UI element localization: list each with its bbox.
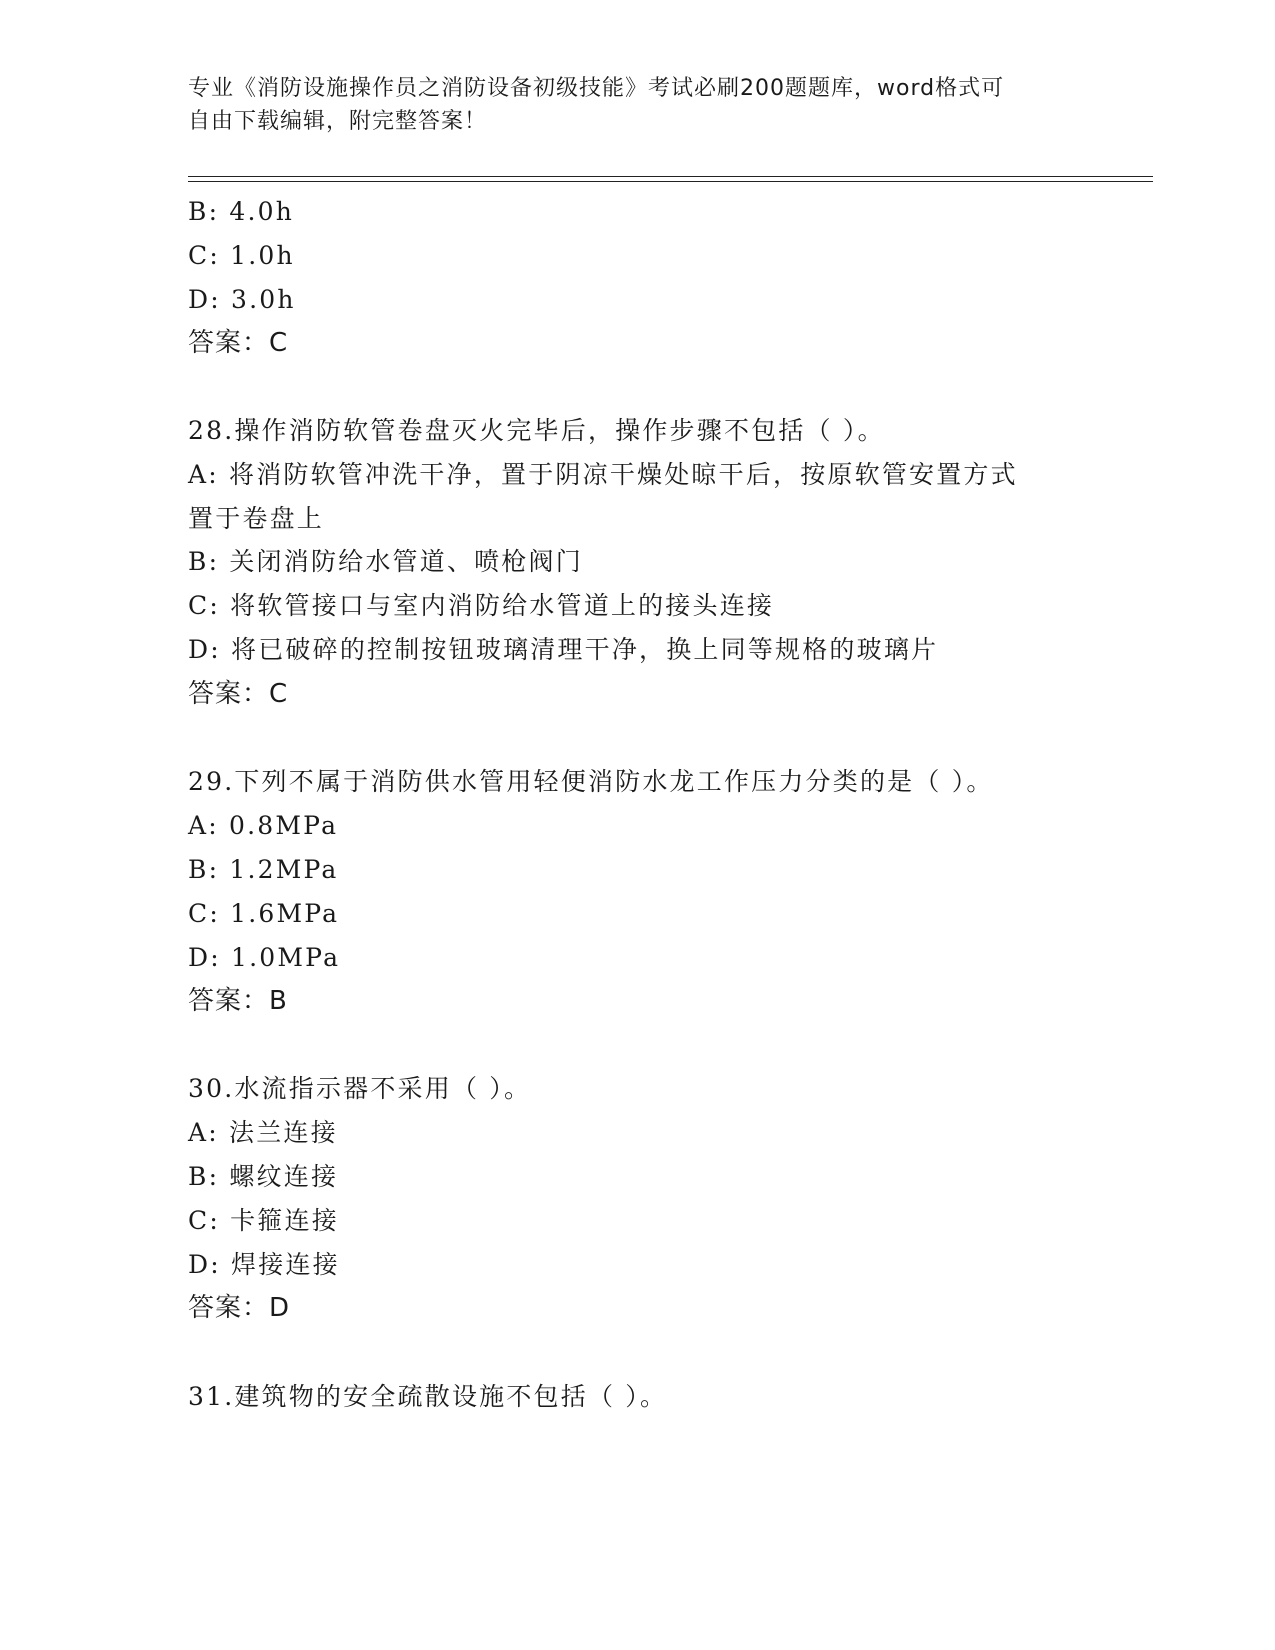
option-a: A: 0.8MPa — [188, 811, 339, 840]
answer: 答案：C — [188, 679, 289, 709]
header-line-1: 专业《消防设施操作员之消防设备初级技能》考试必刷200题题库，word格式可 — [188, 76, 1005, 101]
header-divider-top — [188, 176, 1153, 177]
option-b: B: 关闭消防给水管道、喷枪阀门 — [188, 547, 583, 576]
option-d: D: 将已破碎的控制按钮玻璃清理干净，换上同等规格的玻璃片 — [188, 635, 939, 664]
option-d: D: 1.0MPa — [188, 943, 341, 972]
header-divider-bottom — [188, 181, 1153, 182]
option-b: B: 1.2MPa — [188, 855, 339, 884]
option-c: C: 将软管接口与室内消防给水管道上的接头连接 — [188, 591, 775, 620]
option-c: C: 1.0h — [188, 241, 295, 270]
option-a-continued: 置于卷盘上 — [188, 504, 325, 533]
option-b: B: 4.0h — [188, 197, 295, 226]
question-28: 28.操作消防软管卷盘灭火完毕后，操作步骤不包括（ ）。 — [188, 416, 885, 445]
header-line-2: 自由下载编辑，附完整答案！ — [188, 109, 488, 134]
question-31: 31.建筑物的安全疏散设施不包括（ ）。 — [188, 1382, 668, 1411]
answer: 答案：C — [188, 328, 289, 358]
question-30: 30.水流指示器不采用（ ）。 — [188, 1074, 532, 1103]
document-header — [188, 72, 1068, 138]
answer: 答案：D — [188, 1293, 291, 1323]
option-d: D: 焊接连接 — [188, 1250, 340, 1279]
option-a: A: 法兰连接 — [188, 1118, 338, 1147]
option-a: A: 将消防软管冲洗干净，置于阴凉干燥处晾干后，按原软管安置方式 — [188, 460, 1018, 489]
question-29: 29.下列不属于消防供水管用轻便消防水龙工作压力分类的是（ ）。 — [188, 767, 994, 796]
option-d: D: 3.0h — [188, 285, 296, 314]
option-c: C: 卡箍连接 — [188, 1206, 339, 1235]
answer: 答案：B — [188, 986, 288, 1016]
option-b: B: 螺纹连接 — [188, 1162, 339, 1191]
option-c: C: 1.6MPa — [188, 899, 340, 928]
